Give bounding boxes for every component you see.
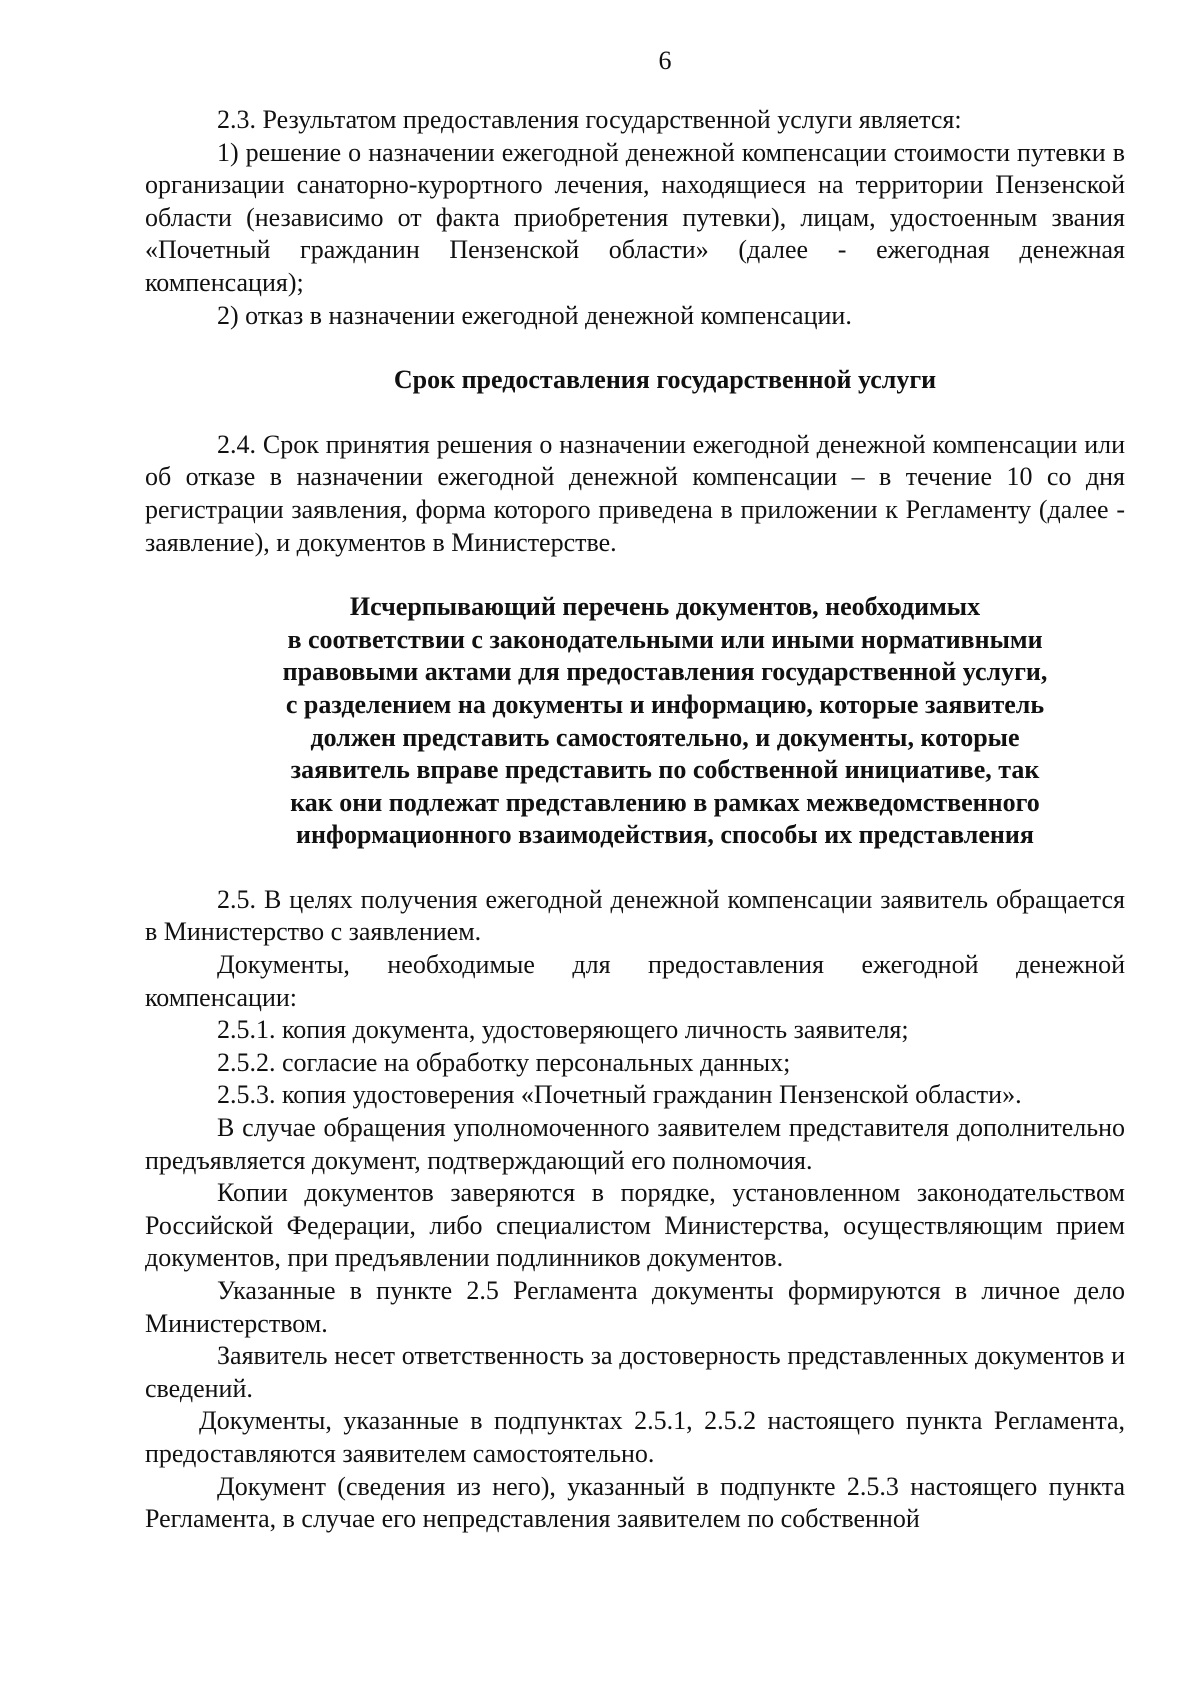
heading-documents-line: правовыми актами для предоставления государственной услуги, <box>282 657 1048 687</box>
paragraph-2-5-5: 2.5.3. копия удостоверения «Почетный гражданин Пензенской области». <box>217 1080 1022 1110</box>
paragraph-2-5-4: 2.5.2. согласие на обработку персональных данных; <box>217 1047 791 1077</box>
page-number: 6 <box>658 46 672 75</box>
heading-documents-line: Исчерпывающий перечень документов, необходимых <box>349 592 981 622</box>
paragraph-2-5-10: Документы, указанные в подпунктах 2.5.1, 2.5.2 настоящего пункта Регламента, предоставляются заявителем самостоятельно. <box>145 1406 1125 1468</box>
heading-documents-line: информационного взаимодействия, способы их представления <box>296 820 1034 850</box>
paragraph-2-3-item-2: 2) отказ в назначении ежегодной денежной компенсации. <box>217 300 852 330</box>
heading-documents-line: должен представить самостоятельно, и документы, которые <box>310 722 1020 752</box>
paragraph-2-5-6: В случае обращения уполномоченного заявителем представителя дополнительно предъявляется документ, подтверждающий его полномочия. <box>145 1113 1125 1175</box>
heading-documents-line: как они подлежат представлению в рамках межведомственного <box>290 787 1040 817</box>
paragraph-2-5-2: Документы, необходимые для предоставления ежегодной денежной компенсации: <box>145 950 1125 1012</box>
paragraph-2-3-item-1: 1) решение о назначении ежегодной денежной компенсации стоимости путевки в организации санаторно-курортного лечения, находящиеся на территории Пензенской области (независимо от факта приобретения путевки), лицам, удостоенным звания «Почетный гражданин Пензенской области» (далее - ежегодная денежная компенсация); <box>145 137 1125 297</box>
heading-documents-list <box>205 591 1125 852</box>
paragraph-2-5-7: Копии документов заверяются в порядке, установленном законодательством Российской Федерации, либо специалистом Министерства, осуществляющим прием документов, при предъявлении подлинников документов. <box>145 1178 1125 1273</box>
heading-documents-line: в соответствии с законодательными или иными нормативными <box>287 624 1043 654</box>
paragraph-2-5-9: Заявитель несет ответственность за достоверность представленных документов и сведений. <box>145 1341 1125 1403</box>
heading-documents-line: с разделением на документы и информацию, которые заявитель <box>285 689 1045 719</box>
paragraph-2-5-11: Документ (сведения из него), указанный в подпункте 2.5.3 настоящего пункта Регламента, в случае его непредставления заявителем по собственной <box>145 1471 1125 1534</box>
heading-service-term: Срок предоставления государственной услуги <box>393 365 937 395</box>
paragraph-2-4: 2.4. Срок принятия решения о назначении ежегодной денежной компенсации или об отказе в назначении ежегодной денежной компенсации – в течение 10 со дня регистрации заявления, форма которого приведена в приложении к Регламенту (далее - заявление), и документов в Министерстве. <box>145 429 1125 557</box>
paragraph-2-5-3: 2.5.1. копия документа, удостоверяющего личность заявителя; <box>217 1015 909 1045</box>
heading-documents-line: заявитель вправе представить по собственной инициативе, так <box>290 755 1040 785</box>
paragraph-2-3-intro: 2.3. Результатом предоставления государственной услуги является: <box>217 105 962 134</box>
paragraph-2-5-1: 2.5. В целях получения ежегодной денежной компенсации заявитель обращается в Министерство с заявлением. <box>145 884 1125 947</box>
document-page <box>145 48 1125 1536</box>
paragraph-2-5-8: Указанные в пункте 2.5 Регламента документы формируются в личное дело Министерством. <box>145 1276 1125 1338</box>
